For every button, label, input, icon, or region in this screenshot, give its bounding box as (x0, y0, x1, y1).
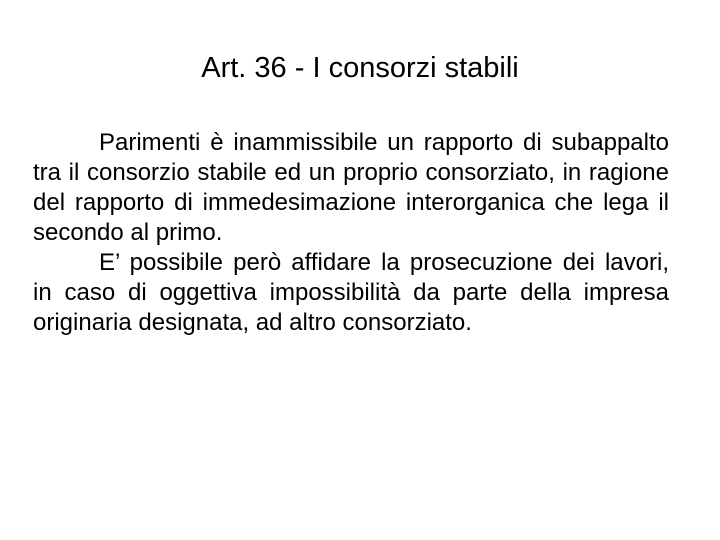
paragraph-prosecuzione-lavori: E’ possibile però affidare la prosecuzione dei lavori, in caso di oggettiva impossibilità da parte della impresa originaria designata, ad altro consorziato. (33, 249, 669, 336)
slide-title: Art. 36 - I consorzi stabili (201, 52, 519, 84)
paragraph-subappalto: Parimenti è inammissibile un rapporto di subappalto tra il consorzio stabile ed un proprio consorziato, in ragione del rapporto di immedesimazione interorganica che lega il secondo al primo. (33, 129, 669, 246)
slide-body (33, 128, 669, 338)
